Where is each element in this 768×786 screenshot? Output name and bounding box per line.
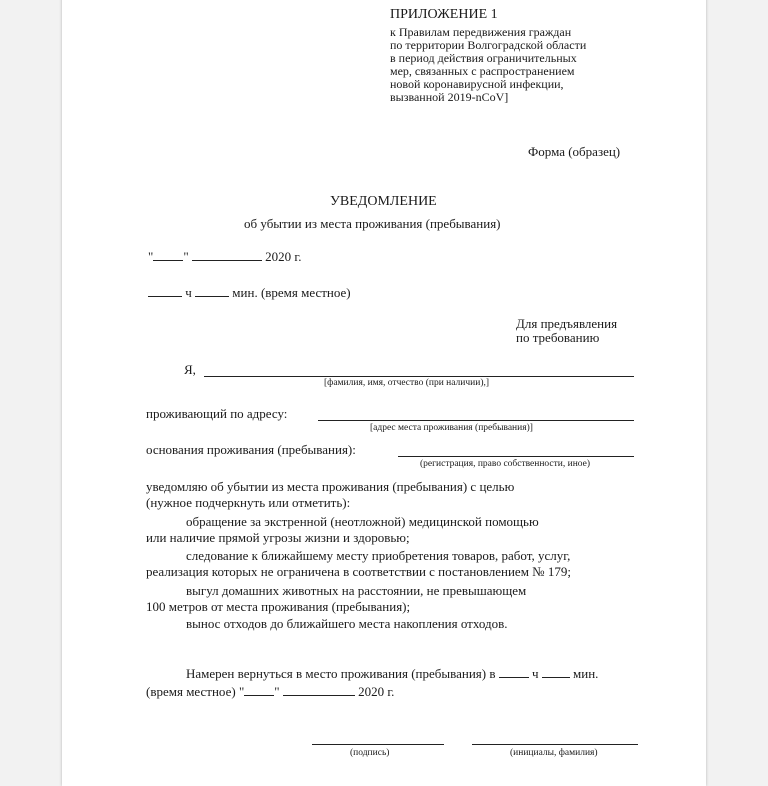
- date-year: 2020 г.: [265, 249, 302, 264]
- appendix-line: мер, связанных с распространением: [390, 64, 575, 78]
- appendix-line: по территории Волгоградской области: [390, 38, 587, 52]
- minutes-label: мин. (время местное): [232, 285, 351, 300]
- appendix-title: ПРИЛОЖЕНИЕ 1: [390, 7, 498, 22]
- presentation-note-line-1: Для предъявления: [516, 316, 618, 331]
- pets-option-line-1[interactable]: выгул домашних животных на расстоянии, не превышающем: [186, 583, 527, 598]
- minutes-blank[interactable]: [195, 286, 229, 297]
- return-day-blank[interactable]: [244, 685, 274, 696]
- return-minutes-label: мин.: [573, 666, 599, 681]
- time-line: [148, 285, 351, 301]
- return-hours-label: ч: [531, 666, 539, 681]
- shop-option-line-1[interactable]: следование к ближайшему месту приобретения товаров, работ, услуг,: [186, 548, 571, 563]
- return-close-quote: ": [274, 684, 280, 699]
- date-line: [148, 249, 302, 265]
- return-month-blank[interactable]: [283, 685, 355, 696]
- return-year: 2020 г.: [358, 684, 395, 699]
- hours-label: ч: [185, 285, 192, 300]
- presentation-note-line-2: по требованию: [516, 330, 600, 345]
- return-text: Намерен вернуться в место проживания (пребывания) в: [186, 666, 496, 681]
- signature-field[interactable]: [312, 744, 444, 745]
- document-page: [62, 0, 706, 786]
- basis-field[interactable]: [398, 456, 634, 457]
- pets-option-line-2: 100 метров от места проживания (пребывания);: [146, 599, 411, 614]
- basis-hint: (регистрация, право собственности, иное): [420, 459, 591, 469]
- appendix-line: к Правилам передвижения граждан: [390, 25, 572, 39]
- month-blank[interactable]: [192, 250, 262, 261]
- name-hint: [фамилия, имя, отчество (при наличии),]: [324, 378, 490, 388]
- document-subtitle: об убытии из места проживания (пребывания): [244, 216, 501, 231]
- day-blank[interactable]: [153, 250, 183, 261]
- return-open-quote: ": [238, 684, 245, 699]
- address-field[interactable]: [318, 420, 634, 421]
- appendix-line: вызванной 2019-nCoV]: [390, 90, 509, 104]
- return-hours-blank[interactable]: [499, 667, 529, 678]
- date-close-quote: ": [183, 249, 189, 264]
- appendix-line: новой коронавирусной инфекции,: [390, 77, 564, 91]
- notify-line-2: (нужное подчеркнуть или отметить):: [146, 495, 351, 510]
- address-label: проживающий по адресу:: [146, 406, 288, 421]
- basis-label: основания проживания (пребывания):: [146, 442, 356, 457]
- initials-hint: (инициалы, фамилия): [510, 748, 598, 758]
- address-hint: [адрес места проживания (пребывания)]: [370, 423, 533, 433]
- signature-hint: (подпись): [350, 748, 390, 758]
- return-line-2: [146, 684, 394, 700]
- medical-option-line-2: или наличие прямой угрозы жизни и здоровью;: [146, 530, 410, 545]
- return-minutes-blank[interactable]: [542, 667, 570, 678]
- medical-option-line-1[interactable]: обращение за экстренной (неотложной) медицинской помощью: [186, 514, 539, 529]
- document-title: УВЕДОМЛЕНИЕ: [330, 194, 437, 209]
- hours-blank[interactable]: [148, 286, 182, 297]
- initials-field[interactable]: [472, 744, 638, 745]
- form-label: Форма (образец): [528, 144, 621, 159]
- appendix-line: в период действия ограничительных: [390, 51, 577, 65]
- shop-option-line-2: реализация которых не ограничена в соответствии с постановлением № 179;: [146, 564, 571, 579]
- date-open-quote: ": [148, 249, 154, 264]
- return-time-note: (время местное): [146, 684, 236, 699]
- name-prefix: Я,: [184, 362, 196, 377]
- appendix-description: [390, 26, 634, 104]
- name-field[interactable]: [204, 376, 634, 377]
- notify-line-1: уведомляю об убытии из места проживания (пребывания) с целью: [146, 479, 515, 494]
- waste-option[interactable]: вынос отходов до ближайшего места накопления отходов.: [186, 616, 508, 631]
- return-line-1: [186, 666, 598, 682]
